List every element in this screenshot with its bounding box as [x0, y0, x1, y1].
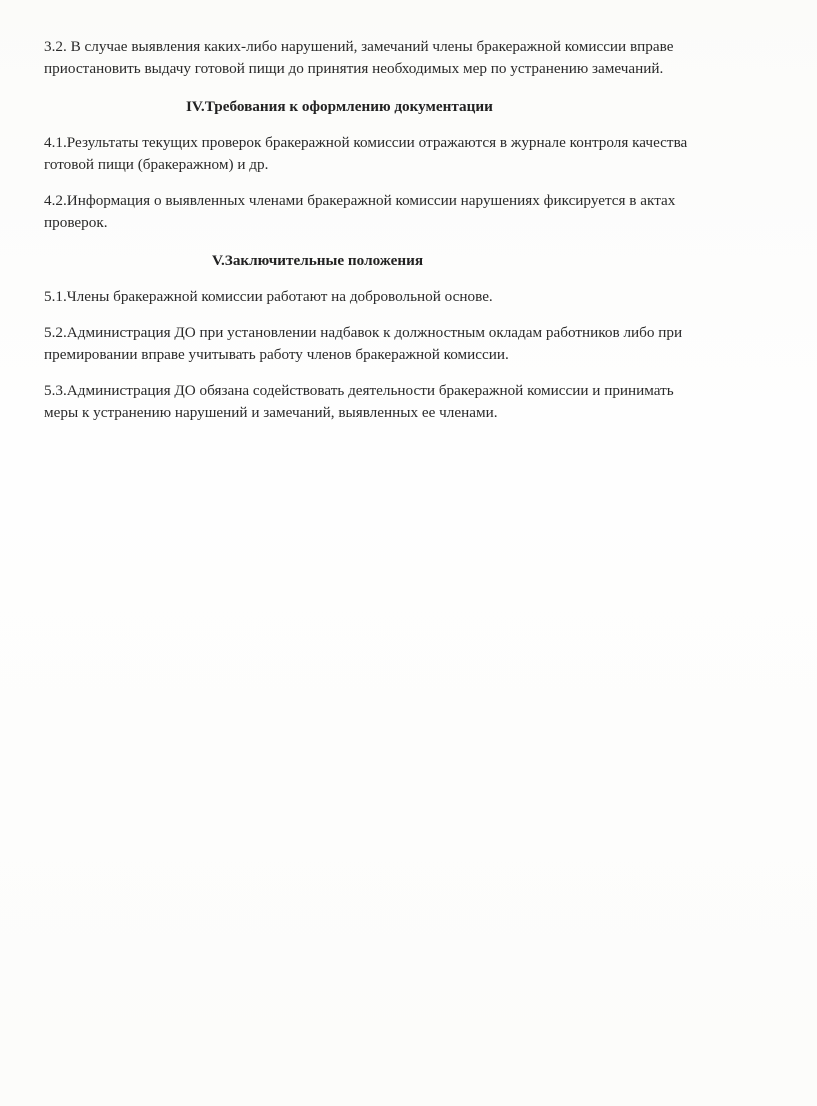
paragraph-4-2 [44, 190, 774, 234]
paragraph-3-2 [44, 36, 774, 80]
paragraph-line: 4.2.Информация о выявленных членами бракеражной комиссии нарушениях фиксируется в актах [44, 192, 676, 209]
paragraph-line: меры к устранению нарушений и замечаний, выявленных ее членами. [44, 404, 498, 421]
paragraph-5-2 [44, 322, 774, 366]
paragraph-line: 5.1.Члены бракеражной комиссии работают на добровольной основе. [44, 288, 493, 305]
paragraph-line: готовой пищи (бракеражном) и др. [44, 156, 269, 173]
paragraph-line: проверок. [44, 214, 108, 231]
paragraph-line: приостановить выдачу готовой пищи до принятия необходимых мер по устранению замечаний. [44, 60, 664, 77]
paragraph-line: 3.2. В случае выявления каких-либо нарушений, замечаний члены бракеражной комиссии вправе [44, 38, 674, 55]
paragraph-5-3 [44, 380, 774, 424]
paragraph-line: 5.3.Администрация ДО обязана содействовать деятельности бракеражной комиссии и принимать [44, 382, 674, 399]
paragraph-line: 5.2.Администрация ДО при установлении надбавок к должностным окладам работников либо при [44, 324, 683, 341]
section-5-title: V.Заключительные положения [212, 252, 424, 269]
paragraph-line: 4.1.Результаты текущих проверок бракеражной комиссии отражаются в журнале контроля качества [44, 134, 688, 151]
section-4-title: IV.Требования к оформлению документации [186, 98, 493, 115]
paragraph-line: премировании вправе учитывать работу членов бракеражной комиссии. [44, 346, 509, 363]
paragraph-4-1 [44, 132, 774, 176]
paragraph-5-1 [44, 286, 774, 308]
